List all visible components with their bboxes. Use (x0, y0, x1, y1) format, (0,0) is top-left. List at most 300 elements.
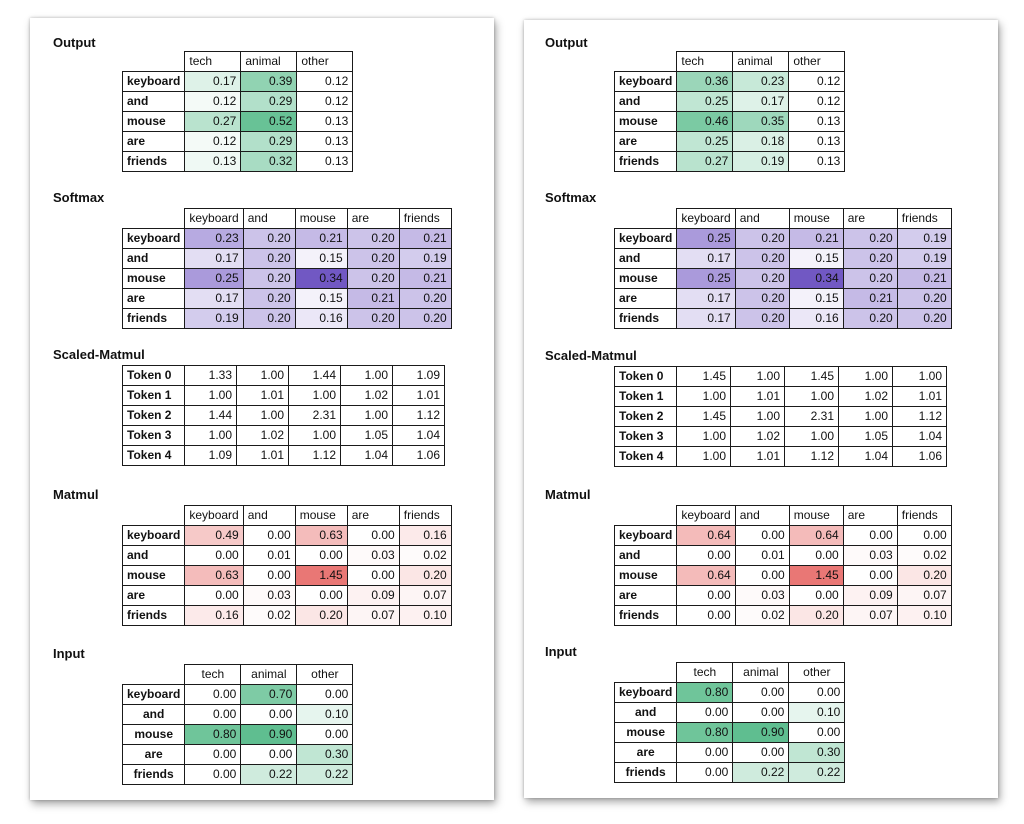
value-cell: 0.80 (677, 683, 733, 703)
value-cell: 0.09 (347, 586, 399, 606)
header-row (123, 665, 353, 685)
value-cell: 0.03 (843, 546, 897, 566)
corner-cell (615, 52, 677, 72)
value-cell: 0.13 (297, 132, 353, 152)
column-header: keyboard (185, 209, 243, 229)
value-cell: 1.12 (289, 446, 341, 466)
table-row (123, 269, 452, 289)
value-cell: 0.80 (185, 725, 241, 745)
value-cell: 0.20 (243, 289, 295, 309)
value-cell: 0.03 (735, 586, 789, 606)
table-row (123, 229, 452, 249)
table-row (123, 92, 353, 112)
column-header: are (843, 209, 897, 229)
value-cell: 1.02 (341, 386, 393, 406)
table-row (123, 426, 445, 446)
row-label: Token 4 (123, 446, 185, 466)
value-cell: 0.03 (347, 546, 399, 566)
value-cell: 0.20 (399, 309, 451, 329)
value-cell: 0.15 (789, 249, 843, 269)
value-cell: 1.00 (839, 407, 893, 427)
row-label: and (615, 249, 677, 269)
row-label: are (615, 743, 677, 763)
row-label: are (615, 586, 677, 606)
row-label: friends (123, 152, 185, 172)
value-cell: 0.00 (677, 586, 735, 606)
column-header: other (297, 52, 353, 72)
value-cell: 0.00 (897, 526, 951, 546)
value-cell: 0.00 (735, 566, 789, 586)
value-cell: 0.20 (789, 606, 843, 626)
value-cell: 0.17 (677, 249, 735, 269)
value-cell: 0.00 (347, 526, 399, 546)
value-cell: 0.64 (677, 566, 735, 586)
table-row (615, 407, 947, 427)
value-cell: 0.00 (243, 566, 295, 586)
value-cell: 0.13 (789, 112, 845, 132)
matrix-table (122, 505, 452, 626)
value-cell: 0.15 (295, 289, 347, 309)
row-label: keyboard (615, 72, 677, 92)
value-cell: 0.20 (843, 229, 897, 249)
value-cell: 1.04 (341, 446, 393, 466)
value-cell: 0.27 (185, 112, 241, 132)
value-cell: 0.07 (897, 586, 951, 606)
table-row (123, 386, 445, 406)
row-label: and (123, 92, 185, 112)
row-label: mouse (123, 725, 185, 745)
table-row (615, 763, 845, 783)
value-cell: 0.21 (399, 269, 451, 289)
value-cell: 0.22 (789, 763, 845, 783)
header-row (615, 506, 952, 526)
table-row (123, 406, 445, 426)
value-cell: 1.45 (677, 367, 731, 387)
column-header: keyboard (677, 506, 735, 526)
value-cell: 1.33 (185, 366, 237, 386)
table-row (123, 765, 353, 785)
value-cell: 0.20 (735, 249, 789, 269)
value-cell: 0.00 (677, 703, 733, 723)
value-cell: 0.16 (295, 309, 347, 329)
value-cell: 0.46 (677, 112, 733, 132)
table-row (615, 269, 952, 289)
value-cell: 0.00 (677, 743, 733, 763)
value-cell: 0.17 (185, 249, 243, 269)
column-header: animal (241, 52, 297, 72)
row-label: and (615, 92, 677, 112)
value-cell: 0.25 (677, 229, 735, 249)
table-row (123, 72, 353, 92)
column-header: mouse (789, 209, 843, 229)
matrix-table (122, 664, 353, 785)
value-cell: 0.39 (241, 72, 297, 92)
value-cell: 0.00 (733, 683, 789, 703)
table-row (615, 586, 952, 606)
value-cell: 1.45 (677, 407, 731, 427)
section-title: Output (545, 35, 588, 50)
table-row (615, 546, 952, 566)
value-cell: 0.25 (677, 269, 735, 289)
value-cell: 0.25 (677, 92, 733, 112)
column-header: friends (897, 506, 951, 526)
row-label: Token 3 (123, 426, 185, 446)
row-label: are (123, 745, 185, 765)
table-row (123, 249, 452, 269)
header-row (123, 209, 452, 229)
row-label: friends (123, 765, 185, 785)
row-label: and (123, 249, 185, 269)
value-cell: 0.00 (185, 765, 241, 785)
value-cell: 0.21 (347, 289, 399, 309)
value-cell: 1.00 (289, 426, 341, 446)
value-cell: 1.00 (677, 387, 731, 407)
value-cell: 0.13 (789, 152, 845, 172)
sheet-left (30, 18, 494, 800)
row-label: Token 2 (615, 407, 677, 427)
value-cell: 1.00 (785, 427, 839, 447)
column-header: mouse (295, 506, 347, 526)
value-cell: 0.00 (185, 546, 243, 566)
value-cell: 1.06 (393, 446, 445, 466)
table-row (615, 606, 952, 626)
value-cell: 1.01 (393, 386, 445, 406)
column-header: tech (185, 665, 241, 685)
table-row (615, 367, 947, 387)
value-cell: 0.20 (347, 229, 399, 249)
table-row (123, 566, 452, 586)
matrix-table (122, 365, 445, 466)
value-cell: 0.20 (399, 566, 451, 586)
value-cell: 1.45 (785, 367, 839, 387)
value-cell: 1.00 (185, 426, 237, 446)
header-row (615, 663, 845, 683)
value-cell: 0.25 (677, 132, 733, 152)
corner-cell (123, 52, 185, 72)
value-cell: 0.64 (677, 526, 735, 546)
header-row (123, 506, 452, 526)
value-cell: 0.07 (843, 606, 897, 626)
row-label: Token 1 (615, 387, 677, 407)
row-label: mouse (123, 112, 185, 132)
table-row (615, 152, 845, 172)
value-cell: 0.20 (347, 269, 399, 289)
value-cell: 0.19 (399, 249, 451, 269)
table-row (615, 132, 845, 152)
value-cell: 1.01 (731, 387, 785, 407)
column-header: are (843, 506, 897, 526)
row-label: Token 2 (123, 406, 185, 426)
value-cell: 0.17 (185, 72, 241, 92)
table-row (615, 309, 952, 329)
value-cell: 1.01 (893, 387, 947, 407)
value-cell: 0.10 (897, 606, 951, 626)
value-cell: 1.00 (731, 407, 785, 427)
column-header: tech (677, 663, 733, 683)
row-label: keyboard (615, 683, 677, 703)
value-cell: 1.45 (295, 566, 347, 586)
row-label: and (123, 546, 185, 566)
row-label: are (123, 132, 185, 152)
value-cell: 0.13 (789, 132, 845, 152)
row-label: keyboard (123, 72, 185, 92)
value-cell: 1.00 (341, 366, 393, 386)
value-cell: 0.29 (241, 92, 297, 112)
column-header: are (347, 506, 399, 526)
column-header: and (735, 506, 789, 526)
value-cell: 0.21 (789, 229, 843, 249)
value-cell: 0.19 (897, 229, 951, 249)
value-cell: 0.30 (297, 745, 353, 765)
value-cell: 0.20 (735, 229, 789, 249)
value-cell: 0.63 (295, 526, 347, 546)
matrix-table (614, 505, 952, 626)
column-header: are (347, 209, 399, 229)
header-row (615, 209, 952, 229)
row-label: mouse (123, 566, 185, 586)
value-cell: 1.01 (237, 386, 289, 406)
value-cell: 1.00 (237, 406, 289, 426)
value-cell: 0.00 (789, 683, 845, 703)
table-row (123, 152, 353, 172)
row-label: keyboard (615, 526, 677, 546)
row-label: Token 1 (123, 386, 185, 406)
matrix-table (122, 208, 452, 329)
value-cell: 1.44 (289, 366, 341, 386)
column-header: animal (241, 665, 297, 685)
value-cell: 0.19 (185, 309, 243, 329)
value-cell: 0.00 (295, 546, 347, 566)
value-cell: 0.22 (733, 763, 789, 783)
value-cell: 1.12 (893, 407, 947, 427)
value-cell: 0.17 (677, 289, 735, 309)
value-cell: 0.18 (733, 132, 789, 152)
value-cell: 0.16 (399, 526, 451, 546)
row-label: and (615, 546, 677, 566)
value-cell: 0.13 (297, 152, 353, 172)
table-row (615, 526, 952, 546)
column-header: tech (185, 52, 241, 72)
table-row (615, 387, 947, 407)
value-cell: 0.20 (295, 606, 347, 626)
value-cell: 1.02 (839, 387, 893, 407)
row-label: keyboard (123, 685, 185, 705)
section-title: Softmax (53, 190, 105, 205)
column-header: animal (733, 52, 789, 72)
value-cell: 0.20 (243, 249, 295, 269)
value-cell: 0.32 (241, 152, 297, 172)
value-cell: 0.20 (399, 289, 451, 309)
value-cell: 0.21 (897, 269, 951, 289)
value-cell: 0.13 (185, 152, 241, 172)
column-header: other (789, 663, 845, 683)
column-header: mouse (295, 209, 347, 229)
value-cell: 0.00 (347, 566, 399, 586)
row-label: keyboard (123, 526, 185, 546)
table-row (615, 723, 845, 743)
value-cell: 0.17 (185, 289, 243, 309)
value-cell: 0.01 (243, 546, 295, 566)
value-cell: 0.17 (677, 309, 735, 329)
column-header: friends (399, 209, 451, 229)
value-cell: 0.20 (735, 289, 789, 309)
value-cell: 1.12 (785, 447, 839, 467)
table-row (615, 249, 952, 269)
value-cell: 1.02 (731, 427, 785, 447)
value-cell: 0.00 (789, 723, 845, 743)
table-row (123, 526, 452, 546)
value-cell: 0.20 (843, 269, 897, 289)
value-cell: 0.00 (733, 703, 789, 723)
table-row (123, 289, 452, 309)
value-cell: 1.06 (893, 447, 947, 467)
value-cell: 0.90 (733, 723, 789, 743)
value-cell: 1.12 (393, 406, 445, 426)
value-cell: 0.20 (243, 269, 295, 289)
value-cell: 0.30 (789, 743, 845, 763)
value-cell: 0.80 (677, 723, 733, 743)
value-cell: 0.00 (297, 725, 353, 745)
value-cell: 0.20 (347, 309, 399, 329)
matrix-table (122, 51, 353, 172)
matrix-table (614, 51, 845, 172)
table-row (615, 683, 845, 703)
value-cell: 0.00 (843, 566, 897, 586)
value-cell: 0.12 (185, 132, 241, 152)
value-cell: 0.64 (789, 526, 843, 546)
row-label: friends (615, 763, 677, 783)
value-cell: 0.07 (399, 586, 451, 606)
value-cell: 1.00 (731, 367, 785, 387)
table-row (123, 132, 353, 152)
table-row (123, 685, 353, 705)
value-cell: 0.00 (735, 526, 789, 546)
value-cell: 0.25 (185, 269, 243, 289)
value-cell: 1.01 (731, 447, 785, 467)
table-row (615, 566, 952, 586)
row-label: Token 4 (615, 447, 677, 467)
value-cell: 0.23 (185, 229, 243, 249)
table-row (615, 112, 845, 132)
value-cell: 0.10 (399, 606, 451, 626)
value-cell: 0.16 (185, 606, 243, 626)
column-header: keyboard (677, 209, 735, 229)
value-cell: 1.04 (839, 447, 893, 467)
value-cell: 1.05 (839, 427, 893, 447)
value-cell: 0.23 (733, 72, 789, 92)
sheet-right (524, 20, 998, 798)
section-title: Matmul (545, 487, 591, 502)
value-cell: 1.00 (341, 406, 393, 426)
value-cell: 0.70 (241, 685, 297, 705)
column-header: and (243, 209, 295, 229)
row-label: mouse (615, 723, 677, 743)
header-row (615, 52, 845, 72)
value-cell: 0.10 (789, 703, 845, 723)
column-header: other (789, 52, 845, 72)
column-header: tech (677, 52, 733, 72)
value-cell: 0.20 (735, 309, 789, 329)
row-label: Token 3 (615, 427, 677, 447)
row-label: and (123, 705, 185, 725)
row-label: friends (123, 309, 185, 329)
value-cell: 0.00 (789, 546, 843, 566)
section-title: Matmul (53, 487, 99, 502)
value-cell: 0.10 (297, 705, 353, 725)
value-cell: 0.20 (243, 309, 295, 329)
value-cell: 0.52 (241, 112, 297, 132)
value-cell: 1.09 (393, 366, 445, 386)
value-cell: 0.00 (241, 745, 297, 765)
column-header: friends (399, 506, 451, 526)
row-label: Token 0 (615, 367, 677, 387)
value-cell: 0.02 (897, 546, 951, 566)
value-cell: 0.49 (185, 526, 243, 546)
row-label: and (615, 703, 677, 723)
value-cell: 0.17 (733, 92, 789, 112)
value-cell: 0.00 (843, 526, 897, 546)
column-header: other (297, 665, 353, 685)
column-header: keyboard (185, 506, 243, 526)
value-cell: 0.02 (735, 606, 789, 626)
section-title: Scaled-Matmul (545, 348, 637, 363)
row-label: mouse (615, 112, 677, 132)
table-row (615, 92, 845, 112)
value-cell: 0.12 (297, 72, 353, 92)
value-cell: 1.04 (893, 427, 947, 447)
corner-cell (615, 209, 677, 229)
value-cell: 0.20 (897, 289, 951, 309)
value-cell: 0.00 (789, 586, 843, 606)
table-row (615, 229, 952, 249)
corner-cell (615, 663, 677, 683)
table-row (123, 725, 353, 745)
column-header: animal (733, 663, 789, 683)
value-cell: 0.63 (185, 566, 243, 586)
row-label: friends (615, 309, 677, 329)
value-cell: 1.00 (839, 367, 893, 387)
value-cell: 0.00 (297, 685, 353, 705)
corner-cell (123, 506, 185, 526)
table-row (123, 446, 445, 466)
value-cell: 2.31 (289, 406, 341, 426)
corner-cell (123, 665, 185, 685)
row-label: keyboard (123, 229, 185, 249)
table-row (123, 745, 353, 765)
value-cell: 0.00 (243, 526, 295, 546)
row-label: mouse (615, 566, 677, 586)
value-cell: 0.12 (789, 72, 845, 92)
value-cell: 1.00 (785, 387, 839, 407)
table-row (615, 427, 947, 447)
value-cell: 0.09 (843, 586, 897, 606)
value-cell: 1.45 (789, 566, 843, 586)
value-cell: 0.20 (735, 269, 789, 289)
value-cell: 0.00 (185, 685, 241, 705)
row-label: friends (615, 152, 677, 172)
column-header: mouse (789, 506, 843, 526)
value-cell: 0.15 (789, 289, 843, 309)
row-label: friends (123, 606, 185, 626)
value-cell: 0.00 (733, 743, 789, 763)
value-cell: 1.00 (677, 427, 731, 447)
value-cell: 0.21 (295, 229, 347, 249)
value-cell: 0.16 (789, 309, 843, 329)
column-header: friends (897, 209, 951, 229)
value-cell: 1.02 (237, 426, 289, 446)
row-label: are (123, 586, 185, 606)
value-cell: 0.90 (241, 725, 297, 745)
